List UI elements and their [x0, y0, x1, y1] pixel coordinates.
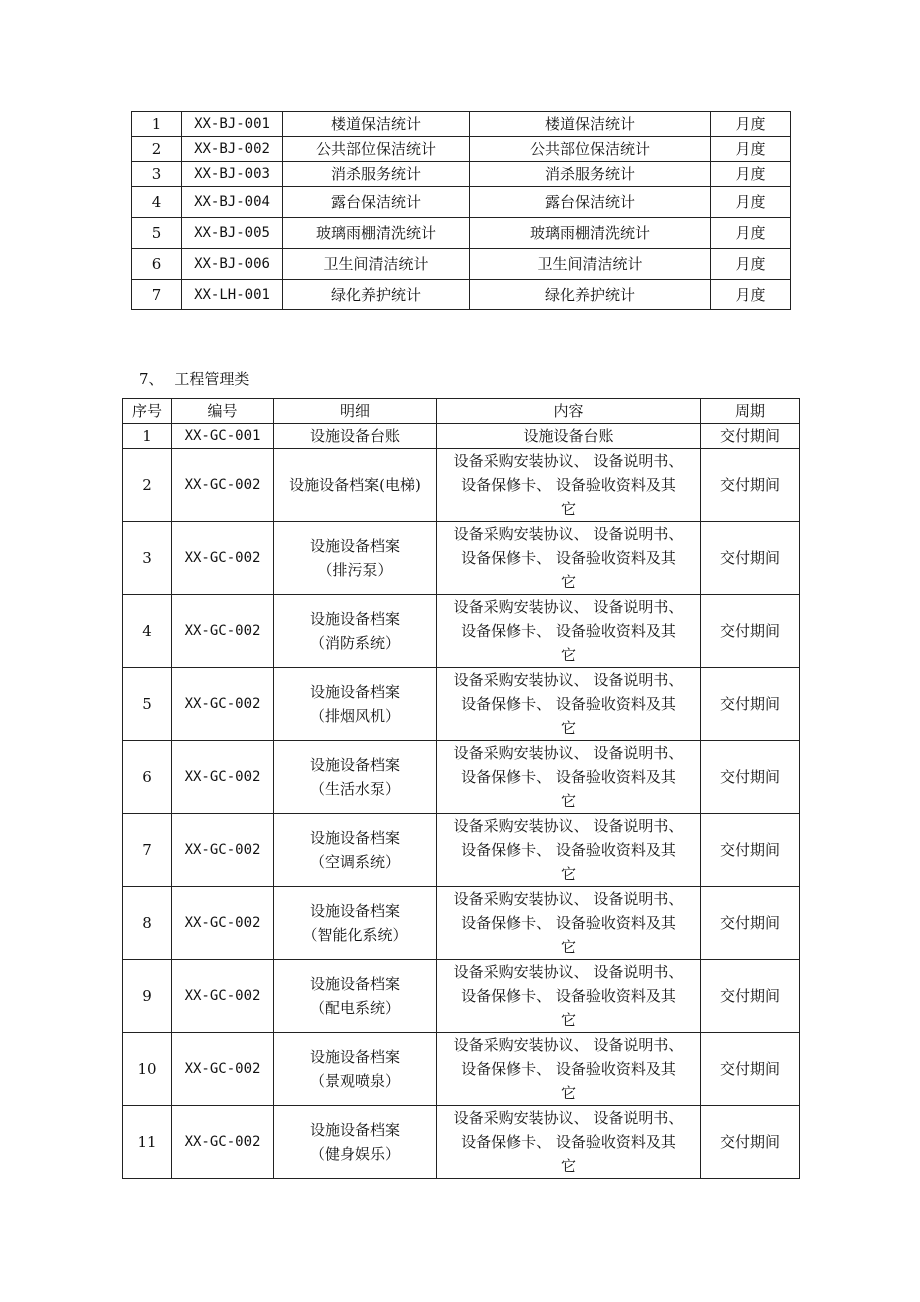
table-row: [132, 280, 791, 310]
detail-line: 设施设备档案: [309, 537, 400, 555]
row-content: [437, 449, 701, 522]
row-code: XX-BJ-005: [182, 218, 283, 249]
content-line: 它: [560, 500, 576, 518]
content-line: 它: [560, 1011, 576, 1029]
content-line: 设备保修卡、 设备验收资料及其: [461, 841, 676, 859]
row-number: 1: [132, 112, 182, 137]
detail-line: （排污泵）: [317, 561, 393, 579]
row-detail: 玻璃雨棚清洗统计: [283, 218, 470, 249]
row-code: XX-GC-002: [172, 814, 274, 887]
header-code: 编号: [172, 399, 274, 424]
row-code: XX-GC-002: [172, 1106, 274, 1179]
row-content: 露台保洁统计: [470, 187, 711, 218]
row-period: 交付期间: [701, 1106, 800, 1179]
content-line: 设备采购安装协议、 设备说明书、: [453, 671, 684, 689]
content-line: 它: [560, 573, 576, 591]
row-number: 3: [132, 162, 182, 187]
row-period: 交付期间: [701, 522, 800, 595]
row-period: 交付期间: [701, 1033, 800, 1106]
table-row: [123, 522, 800, 595]
content-line: 设备保修卡、 设备验收资料及其: [461, 768, 676, 786]
row-number: 8: [123, 887, 172, 960]
row-detail: 卫生间清洁统计: [283, 249, 470, 280]
detail-line: （配电系统）: [309, 999, 400, 1017]
table-row: [132, 249, 791, 280]
detail-line: 设施设备档案: [309, 1048, 400, 1066]
content-line: 设备采购安装协议、 设备说明书、: [453, 525, 684, 543]
row-code: XX-LH-001: [182, 280, 283, 310]
section-heading: [139, 368, 249, 390]
row-content: 消杀服务统计: [470, 162, 711, 187]
row-period: 交付期间: [701, 887, 800, 960]
header-detail: 明细: [274, 399, 437, 424]
row-period: 月度: [711, 280, 791, 310]
row-number: 4: [123, 595, 172, 668]
content-line: 设备采购安装协议、 设备说明书、: [453, 598, 684, 616]
row-code: XX-BJ-003: [182, 162, 283, 187]
detail-line: 设施设备档案(电梯): [289, 476, 421, 494]
table-header-row: [123, 399, 800, 424]
content-line: 设备采购安装协议、 设备说明书、: [453, 1109, 684, 1127]
content-line: 设备采购安装协议、 设备说明书、: [453, 817, 684, 835]
content-line: 它: [560, 1084, 576, 1102]
content-line: 设备保修卡、 设备验收资料及其: [461, 549, 676, 567]
content-line: 设备保修卡、 设备验收资料及其: [461, 476, 676, 494]
row-detail: 公共部位保洁统计: [283, 137, 470, 162]
row-period: 交付期间: [701, 741, 800, 814]
detail-line: （智能化系统）: [302, 926, 408, 944]
row-number: 2: [132, 137, 182, 162]
row-detail: [274, 741, 437, 814]
row-code: XX-GC-002: [172, 668, 274, 741]
row-code: XX-GC-002: [172, 887, 274, 960]
row-period: 月度: [711, 218, 791, 249]
row-content: [437, 814, 701, 887]
row-period: 交付期间: [701, 960, 800, 1033]
detail-line: （消防系统）: [309, 634, 400, 652]
detail-line: 设施设备档案: [309, 756, 400, 774]
content-line: 它: [560, 719, 576, 737]
detail-line: 设施设备档案: [309, 975, 400, 993]
row-detail: [274, 960, 437, 1033]
section-number: 7、: [139, 370, 164, 388]
detail-line: （排烟风机）: [309, 707, 400, 725]
row-period: 交付期间: [701, 449, 800, 522]
row-detail: [274, 522, 437, 595]
row-period: 月度: [711, 187, 791, 218]
row-detail: 绿化养护统计: [283, 280, 470, 310]
row-detail: 设施设备台账: [274, 424, 437, 449]
row-content: [437, 668, 701, 741]
content-line: 设备采购安装协议、 设备说明书、: [453, 963, 684, 981]
content-line: 它: [560, 865, 576, 883]
table-row: [123, 887, 800, 960]
table-row: [123, 1106, 800, 1179]
row-number: 5: [123, 668, 172, 741]
row-code: XX-GC-002: [172, 449, 274, 522]
detail-line: 设施设备档案: [309, 902, 400, 920]
detail-line: 设施设备档案: [309, 1121, 400, 1139]
row-detail: [274, 814, 437, 887]
row-period: 月度: [711, 162, 791, 187]
row-content: [437, 1106, 701, 1179]
table-row: [123, 1033, 800, 1106]
row-detail: 露台保洁统计: [283, 187, 470, 218]
content-line: 它: [560, 646, 576, 664]
row-content: 楼道保洁统计: [470, 112, 711, 137]
row-number: 1: [123, 424, 172, 449]
table-row: [132, 187, 791, 218]
row-period: 交付期间: [701, 814, 800, 887]
content-line: 设备采购安装协议、 设备说明书、: [453, 452, 684, 470]
row-code: XX-GC-002: [172, 960, 274, 1033]
content-line: 它: [560, 792, 576, 810]
row-content: [437, 522, 701, 595]
row-period: 月度: [711, 249, 791, 280]
row-code: XX-BJ-002: [182, 137, 283, 162]
content-line: 设备保修卡、 设备验收资料及其: [461, 914, 676, 932]
header-number: 序号: [123, 399, 172, 424]
table-row: [132, 218, 791, 249]
row-number: 6: [123, 741, 172, 814]
content-line: 它: [560, 1157, 576, 1175]
row-number: 7: [123, 814, 172, 887]
content-line: 设备保修卡、 设备验收资料及其: [461, 695, 676, 713]
row-content: [437, 1033, 701, 1106]
row-detail: [274, 595, 437, 668]
engineering-table: [122, 398, 800, 1179]
content-line: 设备采购安装协议、 设备说明书、: [453, 1036, 684, 1054]
table-row: [132, 112, 791, 137]
row-detail: [274, 668, 437, 741]
row-period: 月度: [711, 137, 791, 162]
row-content: 玻璃雨棚清洗统计: [470, 218, 711, 249]
row-detail: [274, 449, 437, 522]
detail-line: 设施设备档案: [309, 683, 400, 701]
content-line: 它: [560, 938, 576, 956]
row-content: 绿化养护统计: [470, 280, 711, 310]
table-row: [123, 449, 800, 522]
content-line: 设备保修卡、 设备验收资料及其: [461, 622, 676, 640]
row-content: [437, 741, 701, 814]
row-code: XX-BJ-006: [182, 249, 283, 280]
row-detail: [274, 1106, 437, 1179]
row-number: 2: [123, 449, 172, 522]
detail-line: （空调系统）: [309, 853, 400, 871]
row-content: 卫生间清洁统计: [470, 249, 711, 280]
table-row: [132, 162, 791, 187]
section-title: 工程管理类: [174, 370, 250, 388]
row-code: XX-GC-002: [172, 522, 274, 595]
row-content: 公共部位保洁统计: [470, 137, 711, 162]
row-number: 3: [123, 522, 172, 595]
header-period: 周期: [701, 399, 800, 424]
table-row: [123, 960, 800, 1033]
row-detail: 楼道保洁统计: [283, 112, 470, 137]
row-period: 月度: [711, 112, 791, 137]
row-code: XX-GC-002: [172, 741, 274, 814]
table-row: [123, 741, 800, 814]
table-row: [123, 595, 800, 668]
row-code: XX-GC-002: [172, 595, 274, 668]
detail-line: （健身娱乐）: [309, 1145, 400, 1163]
table-row: [123, 668, 800, 741]
cleaning-stats-table: [131, 111, 791, 310]
row-period: 交付期间: [701, 668, 800, 741]
row-code: XX-GC-002: [172, 1033, 274, 1106]
content-line: 设备保修卡、 设备验收资料及其: [461, 987, 676, 1005]
row-content: [437, 960, 701, 1033]
row-number: 9: [123, 960, 172, 1033]
row-detail: 消杀服务统计: [283, 162, 470, 187]
content-line: 设备采购安装协议、 设备说明书、: [453, 744, 684, 762]
row-number: 4: [132, 187, 182, 218]
table-row: [123, 814, 800, 887]
row-number: 6: [132, 249, 182, 280]
detail-line: （生活水泵）: [309, 780, 400, 798]
row-code: XX-GC-001: [172, 424, 274, 449]
content-line: 设备保修卡、 设备验收资料及其: [461, 1133, 676, 1151]
row-content: [437, 887, 701, 960]
row-content: 设施设备台账: [437, 424, 701, 449]
row-number: 11: [123, 1106, 172, 1179]
row-period: 交付期间: [701, 424, 800, 449]
row-number: 7: [132, 280, 182, 310]
row-code: XX-BJ-001: [182, 112, 283, 137]
content-line: 设备保修卡、 设备验收资料及其: [461, 1060, 676, 1078]
row-number: 10: [123, 1033, 172, 1106]
table-row: [132, 137, 791, 162]
table-row: [123, 424, 800, 449]
header-content: 内容: [437, 399, 701, 424]
row-number: 5: [132, 218, 182, 249]
detail-line: （景观喷泉）: [309, 1072, 400, 1090]
detail-line: 设施设备档案: [309, 610, 400, 628]
content-line: 设备采购安装协议、 设备说明书、: [453, 890, 684, 908]
row-code: XX-BJ-004: [182, 187, 283, 218]
row-detail: [274, 1033, 437, 1106]
detail-line: 设施设备档案: [309, 829, 400, 847]
row-content: [437, 595, 701, 668]
row-period: 交付期间: [701, 595, 800, 668]
row-detail: [274, 887, 437, 960]
